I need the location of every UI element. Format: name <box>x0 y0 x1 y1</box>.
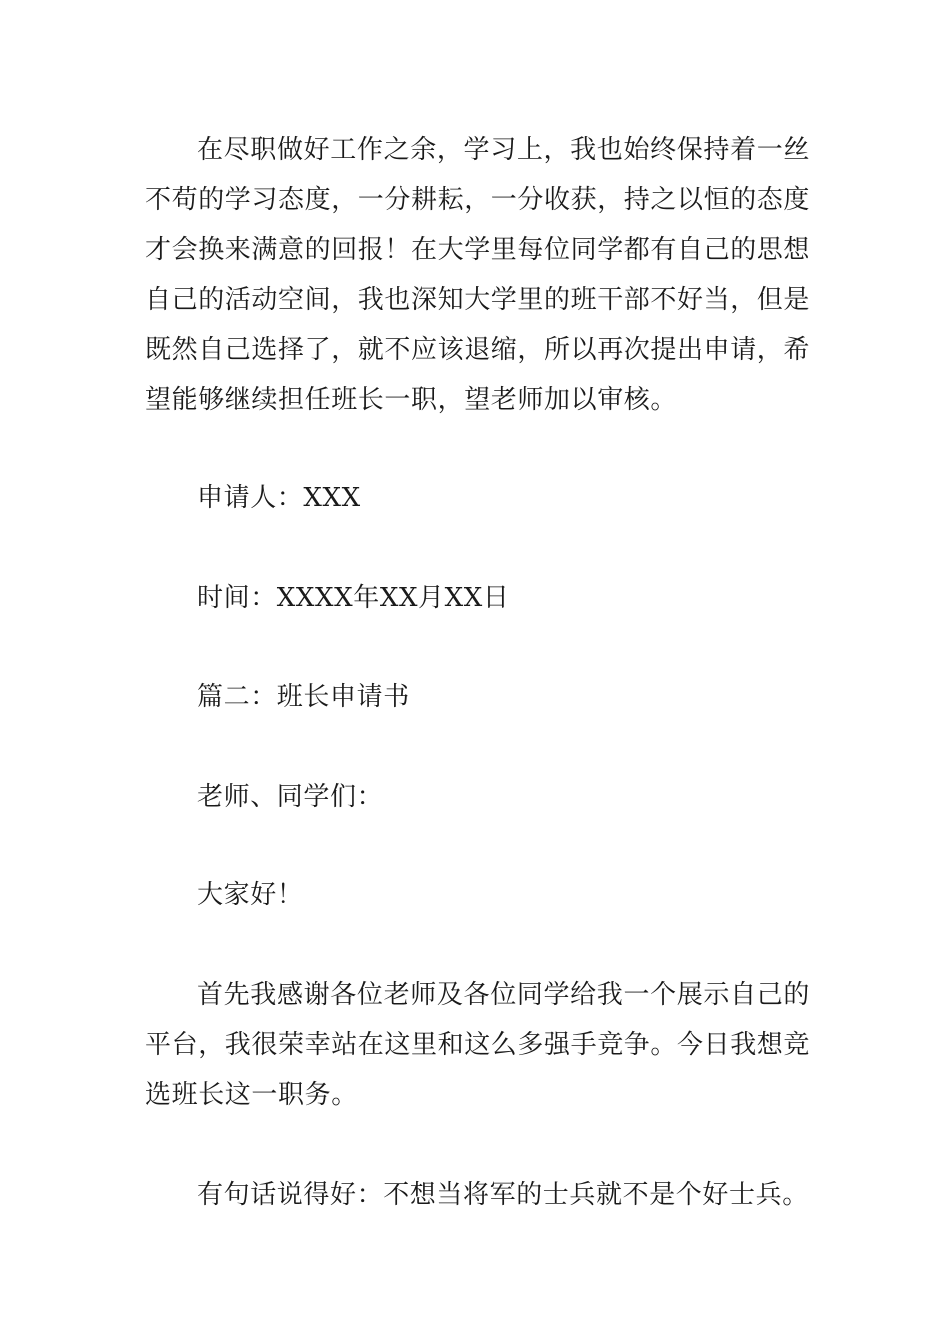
paragraph-body-1: 在尽职做好工作之余，学习上，我也始终保持着一丝不苟的学习态度，一分耕耘，一分收获，持之以恒的态度才会换来满意的回报！在大学里每位同学都有自己的思想自己的活动空间，我也深知大学里的班干部不好当，但是既然自己选择了，就不应该退缩，所以再次提出申请，希望能够继续担任班长一职，望老师加以审核。 <box>145 135 811 415</box>
greeting: 大家好！ <box>197 880 304 910</box>
applicant-line: 申请人：XXX <box>197 483 361 513</box>
date-line: 时间：XXXX年XX月XX日 <box>197 583 510 613</box>
salutation: 老师、同学们： <box>197 782 384 812</box>
paragraph-body-2: 首先我感谢各位老师及各位同学给我一个展示自己的平台，我很荣幸站在这里和这么多强手竞争。今日我想竞选班长这一职务。 <box>145 980 811 1110</box>
section-title: 篇二：班长申请书 <box>197 682 410 712</box>
paragraph-body-3: 有句话说得好：不想当将军的士兵就不是个好士兵。 <box>197 1180 809 1210</box>
